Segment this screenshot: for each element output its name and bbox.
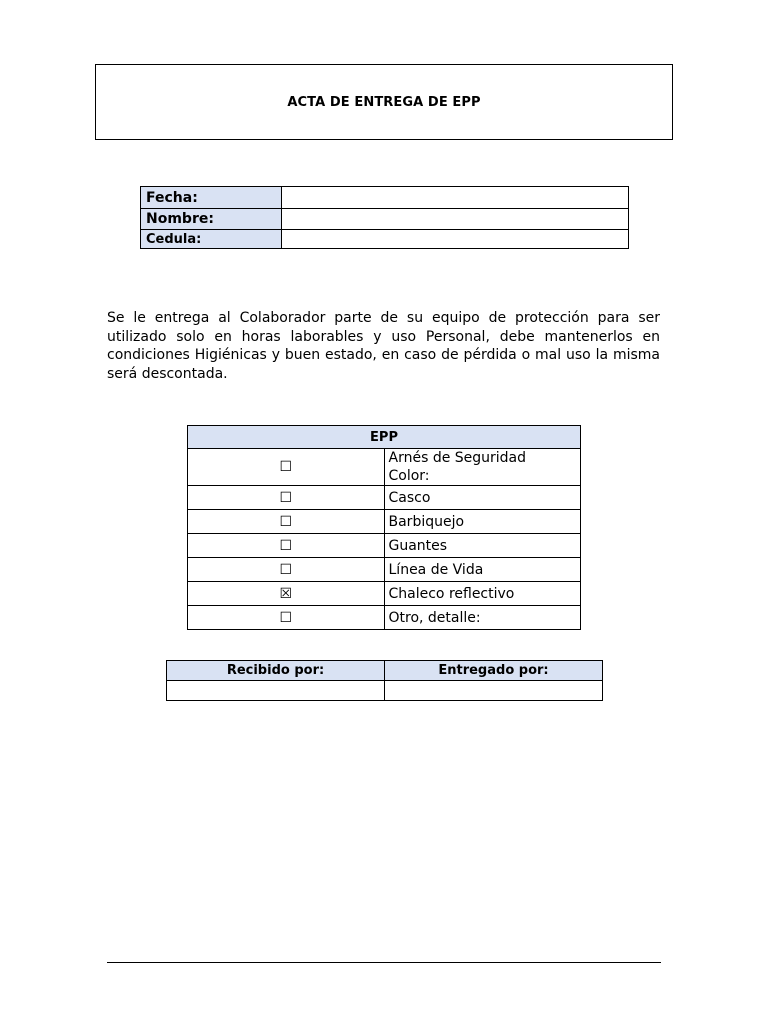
otro-checkbox[interactable]: ☐ (188, 606, 385, 630)
epp-row-linea-de-vida (188, 558, 581, 582)
arnes-item (384, 449, 581, 486)
casco-checkbox[interactable]: ☐ (188, 486, 385, 510)
barbiquejo-label: Barbiquejo (384, 510, 581, 534)
guantes-checkbox[interactable]: ☐ (188, 534, 385, 558)
delivered-by-field[interactable] (385, 681, 603, 701)
nombre-field[interactable] (282, 209, 629, 230)
epp-row-guantes (188, 534, 581, 558)
epp-row-chaleco (188, 582, 581, 606)
received-by-field[interactable] (167, 681, 385, 701)
info-row-nombre (141, 209, 629, 230)
epp-row-arnes (188, 449, 581, 486)
casco-label: Casco (384, 486, 581, 510)
personal-info-table (140, 186, 629, 249)
fecha-label: Fecha: (141, 187, 282, 209)
epp-row-barbiquejo (188, 510, 581, 534)
barbiquejo-checkbox[interactable]: ☐ (188, 510, 385, 534)
epp-header-row (188, 426, 581, 449)
epp-row-otro (188, 606, 581, 630)
chaleco-checkbox[interactable]: ☒ (188, 582, 385, 606)
linea-de-vida-label: Línea de Vida (384, 558, 581, 582)
cedula-label: Cedula: (141, 230, 282, 249)
signature-header-row (167, 661, 603, 681)
arnes-checkbox[interactable]: ☐ (188, 449, 385, 486)
footer-divider (107, 962, 661, 963)
signature-table (166, 660, 603, 701)
info-row-fecha (141, 187, 629, 209)
delivery-statement: Se le entrega al Colaborador parte de su equipo de protección para ser utilizado solo en horas laborables y uso Personal, debe mantenerlos en condiciones Higiénicas y buen estado, en caso de pérdida o mal uso la misma será descontada. (107, 310, 660, 382)
received-by-label: Recibido por: (167, 661, 385, 681)
linea-de-vida-checkbox[interactable]: ☐ (188, 558, 385, 582)
epp-row-casco (188, 486, 581, 510)
otro-label: Otro, detalle: (384, 606, 581, 630)
info-row-cedula (141, 230, 629, 249)
title-box (95, 64, 673, 140)
document-title: ACTA DE ENTREGA DE EPP (287, 94, 481, 110)
epp-table (187, 425, 581, 630)
epp-header: EPP (188, 426, 581, 449)
guantes-label: Guantes (384, 534, 581, 558)
signature-field-row (167, 681, 603, 701)
fecha-field[interactable] (282, 187, 629, 209)
chaleco-label: Chaleco reflectivo (384, 582, 581, 606)
arnes-label: Arnés de Seguridad (388, 450, 527, 466)
nombre-label: Nombre: (141, 209, 282, 230)
cedula-field[interactable] (282, 230, 629, 249)
delivered-by-label: Entregado por: (385, 661, 603, 681)
arnes-color-label: Color: (388, 468, 430, 484)
